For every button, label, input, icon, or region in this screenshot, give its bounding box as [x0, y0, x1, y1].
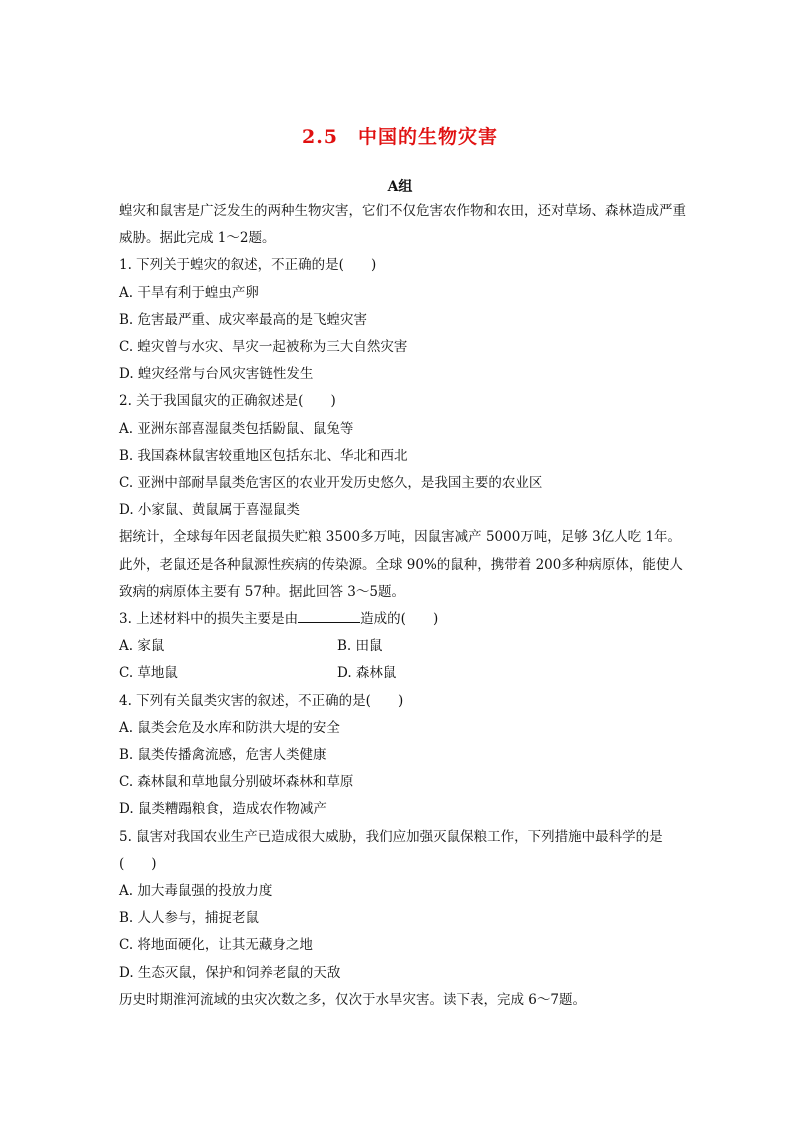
question-3-options-row-2	[119, 660, 687, 687]
question-4-stem: 4. 下列有关鼠类灾害的叙述，不正确的是( )	[119, 692, 404, 709]
question-2-option-c: C. 亚洲中部耐旱鼠类危害区的农业开发历史悠久，是我国主要的农业区	[119, 475, 543, 492]
question-3-options-row-1	[119, 633, 687, 660]
question-content	[119, 198, 687, 1014]
question-1-option-a: A. 干旱有利于蝗虫产卵	[119, 284, 259, 301]
question-4-option-d: D. 鼠类糟蹋粮食，造成农作物减产	[119, 801, 327, 818]
question-3-stem-after: 造成的( )	[360, 611, 439, 628]
question-5-option-d: D. 生态灭鼠，保护和饲养老鼠的天敌	[119, 964, 341, 981]
question-1-option-b: B. 危害最严重、成灾率最高的是飞蝗灾害	[119, 311, 368, 328]
question-4-option-b: B. 鼠类传播禽流感，危害人类健康	[119, 747, 327, 764]
question-2-option-d: D. 小家鼠、黄鼠属于喜湿鼠类	[119, 502, 300, 519]
intro-paragraph-3: 历史时期淮河流域的虫灾次数之多，仅次于水旱灾害。读下表，完成 6～7题。	[119, 991, 586, 1008]
answer-blank	[298, 608, 360, 623]
question-5-option-a: A. 加大毒鼠强的投放力度	[119, 883, 273, 900]
question-3-option-c: C. 草地鼠	[119, 665, 178, 682]
group-heading: A组	[387, 179, 413, 195]
question-1-option-c: C. 蝗灾曾与水灾、旱灾一起被称为三大自然灾害	[119, 339, 408, 356]
question-2-option-b: B. 我国森林鼠害较重地区包括东北、华北和西北	[119, 447, 408, 464]
question-3-option-a: A. 家鼠	[119, 638, 165, 655]
page-title: 2.5 中国的生物灾害	[301, 126, 499, 148]
question-4-option-a: A. 鼠类会危及水库和防洪大堤的安全	[119, 719, 340, 736]
question-5-stem: 5. 鼠害对我国农业生产已造成很大威胁，我们应加强灭鼠保粮工作，下列措施中最科学的是( )	[119, 828, 663, 872]
question-5-option-b: B. 人人参与，捕捉老鼠	[119, 910, 260, 927]
intro-paragraph-1: 蝗灾和鼠害是广泛发生的两种生物灾害，它们不仅危害农作物和农田，还对草场、森林造成严重威胁。据此完成 1～2题。	[119, 203, 686, 247]
question-2-stem: 2. 关于我国鼠灾的正确叙述是( )	[119, 393, 336, 410]
intro-paragraph-2: 据统计，全球每年因老鼠损失贮粮 3500多万吨，因鼠害减产 5000万吨，足够 3亿人吃 1年。此外，老鼠还是各种鼠源性疾病的传染源。全球 90%的鼠种，携带着 200多种病原体，能使人致病的病原体主要有 57种。据此回答 3～5题。	[119, 529, 683, 600]
question-3-stem-before: 3. 上述材料中的损失主要是由	[119, 611, 299, 628]
question-3-option-b: B. 田鼠	[337, 638, 383, 655]
question-4-option-c: C. 森林鼠和草地鼠分别破坏森林和草原	[119, 774, 354, 791]
question-3-stem	[119, 606, 687, 633]
question-1-option-d: D. 蝗灾经常与台风灾害链性发生	[119, 366, 314, 383]
question-2-option-a: A. 亚洲东部喜湿鼠类包括鼢鼠、鼠兔等	[119, 420, 354, 437]
question-5-option-c: C. 将地面硬化，让其无藏身之地	[119, 937, 313, 954]
question-1-stem: 1. 下列关于蝗灾的叙述，不正确的是( )	[119, 257, 377, 274]
question-3-option-d: D. 森林鼠	[337, 665, 397, 682]
